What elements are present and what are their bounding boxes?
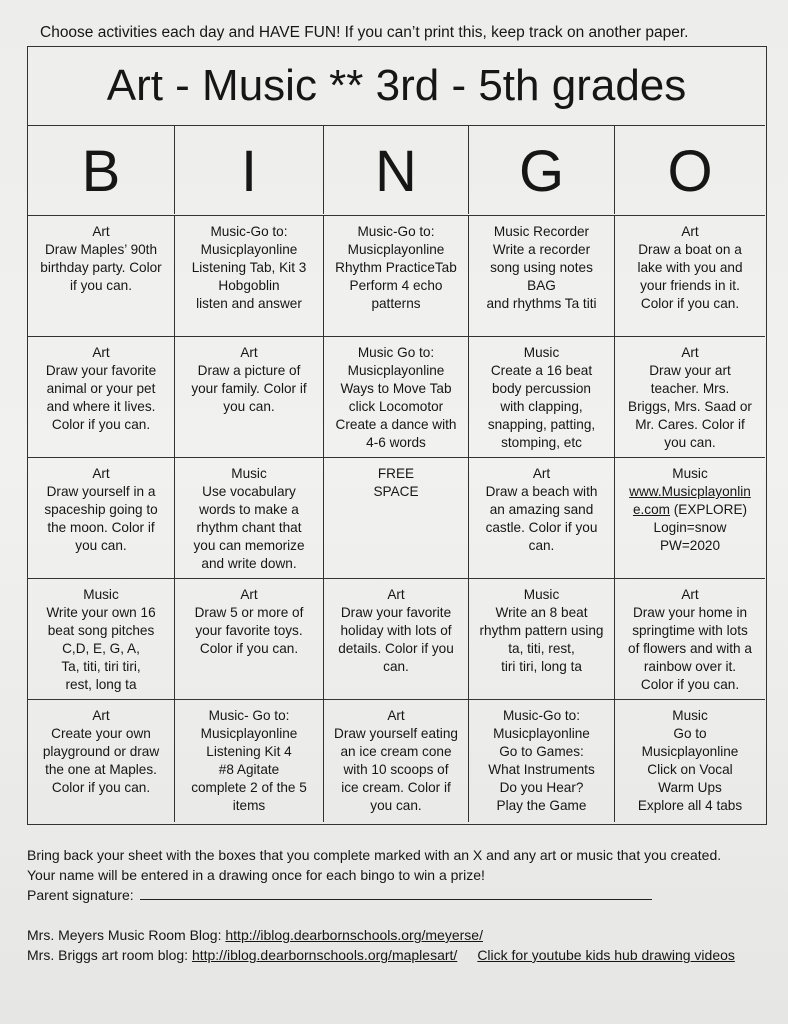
bingo-cell [28,458,175,578]
bingo-cell [175,579,324,699]
cell-type: Art [92,224,110,239]
bingo-row [28,700,765,822]
cell-type: Art [387,708,405,723]
bingo-cell [175,700,324,822]
bingo-board [27,46,767,825]
instructions-text: Choose activities each day and HAVE FUN! If you can’t print this, keep track on another paper. [40,24,689,41]
music-blog-row [27,925,772,945]
cell-text: Write a recorder song using notes BAG and rhythms Ta titi [486,242,597,311]
blog-links [27,925,772,965]
bingo-cell [469,216,615,336]
bingo-letters-row [28,126,765,216]
page-title: Art - Music ** 3rd - 5th grades [28,47,765,126]
cell-text: Create a 16 beat body percussion with clapping, snapping, patting, stomping, etc [487,363,596,450]
cell-text: SPACE [373,484,419,499]
cell-type: Art [681,587,699,602]
cell-text: Musicplayonline Listening Tab, Kit 3 Hobgoblin listen and answer [191,242,307,311]
bingo-cell [324,700,469,822]
bingo-cell [615,337,765,457]
bingo-row [28,458,765,579]
bingo-cell [615,216,765,336]
cell-type: Music [83,587,119,602]
cell-type: FREE [377,466,415,481]
cell-text: Draw a picture of your family. Color if you can. [191,363,307,414]
cell-type: Art [92,345,110,360]
letter-g: G [469,126,615,214]
free-space-cell [324,458,469,578]
cell-type: Art [532,466,551,481]
footer-instructions [27,845,767,905]
bingo-cell [615,700,765,822]
bingo-cell [469,579,615,699]
cell-text: Use vocabulary words to make a rhythm chant that you can memorize and write down. [193,484,305,571]
cell-text: Musicplayonline Go to Games: What Instruments Do you Hear? Play the Game [488,726,595,813]
bingo-cell [615,458,765,578]
cell-text: Musicplayonline Rhythm PracticeTab Perform 4 echo patterns [335,242,457,311]
signature-line[interactable] [140,886,652,900]
cell-type: Art [681,345,699,360]
bingo-cell [175,458,324,578]
signature-label: Parent signature: [27,887,134,903]
cell-type: Music [231,466,267,481]
bingo-row [28,337,765,458]
prize-note: Your name will be entered in a drawing once for each bingo to win a prize! [27,867,485,883]
cell-text: Musicplayonline Ways to Move Tab click Locomotor Create a dance with 4-6 words [335,363,457,450]
cell-type: Art [681,224,699,239]
cell-text: Write your own 16 beat song pitches C,D, E, G, A, Ta, titi, tiri tiri, rest, long ta [46,605,156,692]
art-blog-link[interactable]: http://iblog.dearbornschools.org/maplesart/ [191,947,458,963]
letter-n: N [324,126,469,214]
letter-b: B [28,126,175,214]
cell-type: Music [523,587,560,602]
bingo-cell [175,216,324,336]
bingo-cell [324,337,469,457]
cell-type: Art [240,345,258,360]
cell-text: Draw a beach with an amazing sand castle. Color if you can. [485,484,598,553]
music-blog-link[interactable]: http://iblog.dearbornschools.org/meyerse/ [225,927,483,943]
bingo-cell [469,700,615,822]
youtube-videos-link[interactable]: Click for youtube kids hub drawing videos [477,947,735,963]
cell-type: Music [672,466,708,481]
bingo-cell [28,337,175,457]
cell-type: Music [672,708,708,723]
cell-text: Draw your favorite animal or your pet and where it lives. Color if you can. [45,363,157,432]
bingo-cell [324,216,469,336]
bingo-cell [615,579,765,699]
cell-text: Draw your home in springtime with lots of flowers and with a rainbow over it. Color if you can. [628,605,752,692]
letter-o: O [667,139,713,204]
cell-type: Music-Go to: [357,224,435,239]
bingo-cell [175,337,324,457]
cell-text: Musicplayonline Listening Kit 4 #8 Agitate complete 2 of the 5 items [191,726,307,813]
return-instructions: Bring back your sheet with the boxes that you complete marked with an X and any art or music that you created. [27,847,722,863]
cell-type: Music Go to: [357,345,435,360]
bingo-cell [28,700,175,822]
cell-text: Draw Maples’ 90th birthday party. Color if you can. [40,242,162,293]
cell-text: Write an 8 beat rhythm pattern using ta, titi, rest, tiri tiri, long ta [479,605,604,674]
bingo-grid [28,216,765,822]
cell-type: Music- Go to: [208,708,290,723]
cell-type: Art [387,587,405,602]
cell-type: Art [92,708,110,723]
cell-type: Art [240,587,258,602]
cell-type: Music-Go to: [210,224,288,239]
cell-text: Create your own playground or draw the one at Maples. Color if you can. [42,726,160,795]
cell-type: Art [92,466,110,481]
cell-text: Draw yourself in a spaceship going to the moon. Color if you can. [44,484,158,553]
bingo-cell [28,579,175,699]
bingo-row [28,216,765,337]
art-blog-label: Mrs. Briggs art room blog: [27,947,192,963]
cell-text: Draw your favorite holiday with lots of details. Color if you can. [338,605,454,674]
cell-text: Draw yourself eating an ice cream cone with 10 scoops of ice cream. Color if you can. [334,726,458,813]
art-blog-row [27,945,772,965]
bingo-cell [469,458,615,578]
cell-text: Go to Musicplayonline Click on Vocal Warm Ups Explore all 4 tabs [637,726,743,813]
cell-text: Draw 5 or more of your favorite toys. Color if you can. [194,605,304,656]
cell-type: Music [523,345,560,360]
cell-text: Draw your art teacher. Mrs. Briggs, Mrs. Saad or Mr. Cares. Color if you can. [628,363,752,450]
cell-type: Music Recorder [493,224,590,239]
cell-text: (EXPLORE) Login=snow PW=2020 [653,502,748,553]
bingo-cell [28,216,175,336]
letter-i: I [175,126,324,214]
bingo-cell [324,579,469,699]
music-blog-label: Mrs. Meyers Music Room Blog: [27,927,226,943]
bingo-cell [469,337,615,457]
signature-row [27,885,767,905]
musicplayonline-link[interactable]: www.Musicplayonlin e.com [629,484,751,517]
bingo-row [28,579,765,700]
cell-text: Draw a boat on a lake with you and your friends in it. Color if you can. [637,242,743,311]
cell-type: Music-Go to: [502,708,581,723]
